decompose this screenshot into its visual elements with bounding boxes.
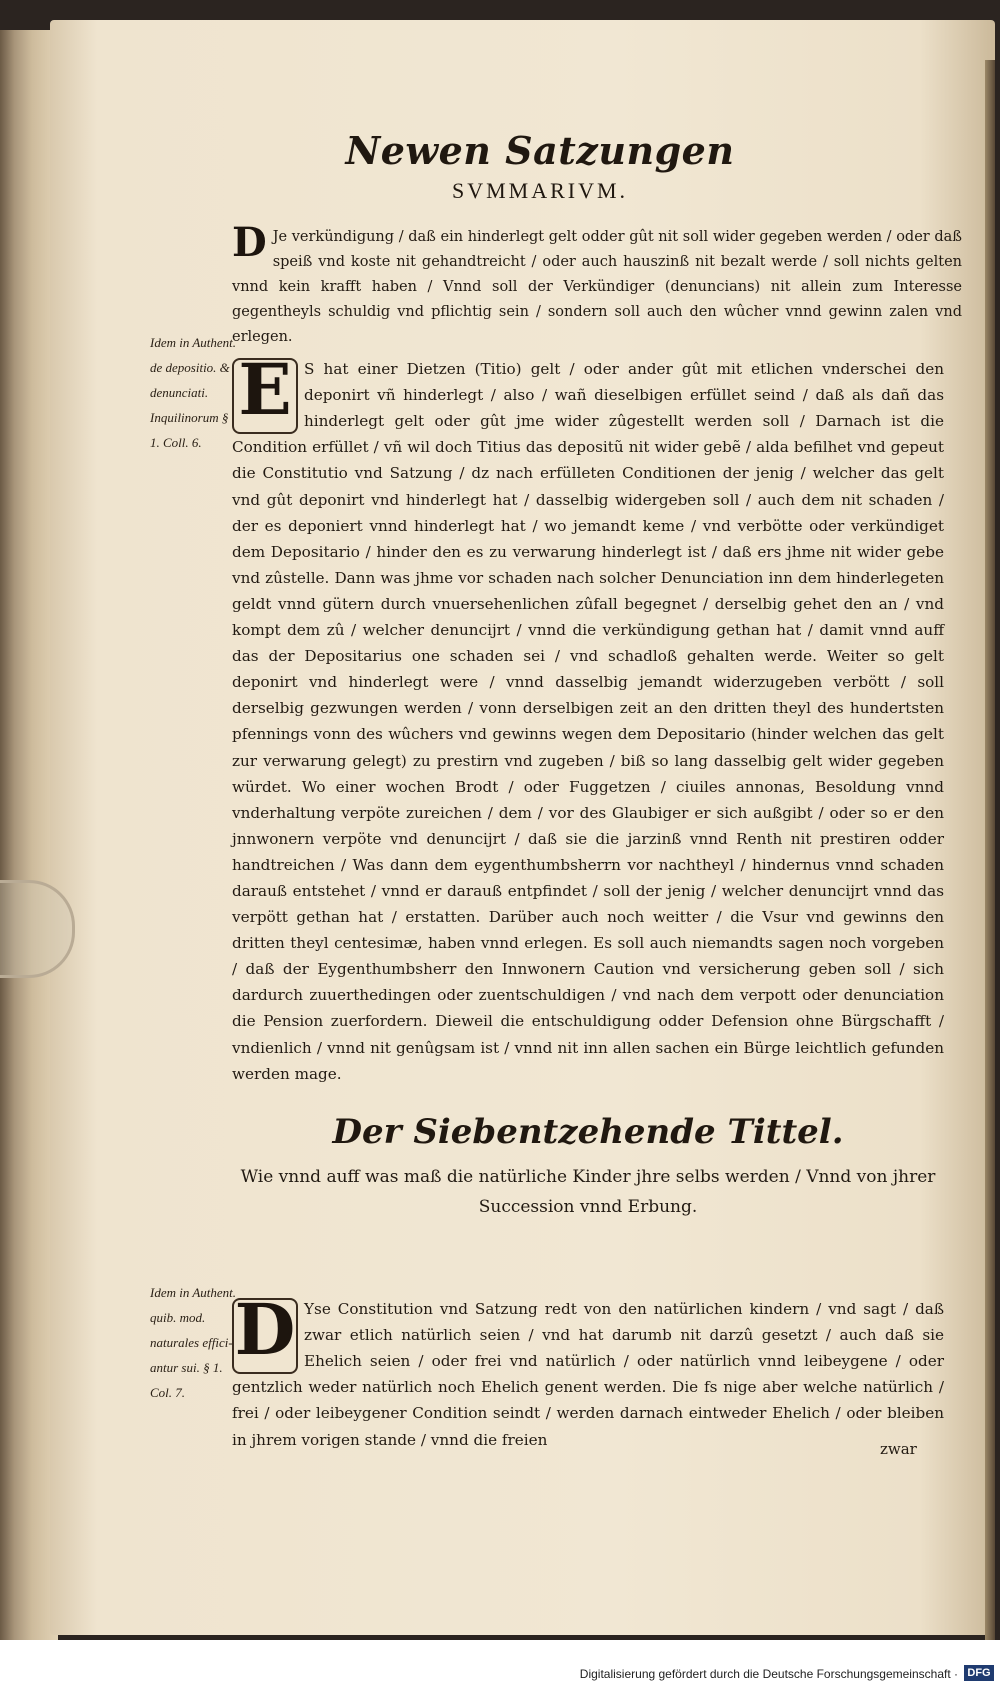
decorated-initial-d: D — [232, 1298, 298, 1374]
summarium-heading: SVMMARIVM. — [451, 178, 629, 203]
summary-initial: D — [232, 219, 267, 266]
decorated-initial-e: E — [232, 358, 298, 434]
chapter-subtitle: Wie vnnd auff was maß die natürliche Kinder jhre selbs werden / Vnnd von jhrer Succession vnnd Erbung. — [240, 1167, 936, 1217]
dfg-logo: DFG — [964, 1665, 994, 1681]
body-text-2: Yse Constitution vnd Satzung redt von den natürlichen kindern / vnd sagt / daß zwar etlich natürlich seien / vnd hat darumb nit darzû gesetzt / auch daß sie Ehelich seien / oder frei vnd natürlich / oder natürlich vnnd leibeygene / oder gentzlich weder natürlich noch Ehelich genent werden. Die fs nige aber welche natürlich / frei / oder leibeygener Condition seindt / werden darnach eintweder Ehelich / oder bleiben in jhrem vorigen stande / vnnd die freien — [232, 1300, 944, 1449]
margin-note-2: Idem in Authent. quib. mod. naturales effici- antur sui. § 1. Col. 7. — [150, 1285, 237, 1400]
catchword: zwar — [880, 1440, 917, 1458]
page-header-title: Newen Satzungen — [345, 128, 735, 173]
margin-note-1: Idem in Authent. de depositio. & denunciati. Inquilinorum § 1. Coll. 6. — [150, 335, 237, 450]
footer-credit: Digitalisierung gefördert durch die Deutsche Forschungsgemeinschaft · — [579, 1667, 958, 1681]
summary-text: Je verkündigung / daß ein hinderlegt gelt odder gût nit soll wider gegeben werden / oder daß speiß vnd koste nit gehandtreicht / oder auch hauszinß nit bezalt werde / soll nichts gelten vnnd kein krafft haben / Vnnd soll der Verkündiger (denuncians) nit allein zum Interesse gegentheyls schuldig vnd pflichtig sein / sondern soll auch den wûcher vnnd gewinn zalen vnd erlegen. — [232, 229, 962, 345]
page-fore-edge — [985, 60, 995, 1645]
body-text-1: S hat einer Dietzen (Titio) gelt / oder ander gût mit etlichen vnderschei den deponirt vñ hinderlegt / also / wañ dieselbigen erfüllet seind / daß als dañ das hinderlegt gelt oder gût jme wider zûgestellt werden soll / Darnach ist die Condition erfüllet / vñ wil doch Titius das depositũ nit wider gebẽ / alda befilhet vnd gepeut die Constitutio vnd Satzung / dz nach erfülleten Conditionen der jenig / welcher das gelt vnd gût deponirt vnd hinderlegt hat / dasselbig widergeben soll / auch dem nit schaden / der es deponiert vnnd hinderlegt hat / wo jemandt keme / vnd verbötte oder verkündiget dem Depositario / hinder den es zu verwarung hinderlegt ist / daß ers jhme nit wider gebe vnd zûstelle. Dann was jhme vor schaden nach solcher Denunciation inn dem hinderlegeten geldt vnnd gütern durch vnuersehenlichen zûfall begegnet / derselbig gehet den an / vnd kompt dem zû / welcher denuncijrt / vnnd die verkündigung gethan hat / damit vnnd auff das der Depositarius one schaden sei / vnd schadloß gehalten werde. Weiter so gelt deponirt vnd hinderlegt were / vnnd dasselbig jemandt widerzugeben verbött / soll derselbig gezwungen werden / vonn derselbigen zeit an den dritten theyl des hundertsten pfennings vonn des wûchers vnd gewinns wegen dem Depositario (hinder welchen das gelt zur verwarung gelegt) zu prestirn vnd zugeben / biß so lang dasselbig gelt wider gegeben würdet. Wo einer wochen Brodt / oder Fuggetzen / ciuiles annonas, Besoldung vnnd vnderhaltung verpöte zureichen / dem / vor des Glaubiger er sich außgibt / oder so er den jnnwonern verpöte vnd denuncijrt / daß sie die jarzinß vnnd Renth nit prestiren odder handtreichen / Was dann dem eygenthumbsherrn vor nachtheyl / hindernus vnnd schaden darauß entstehet / vnnd er darauß entpfindet / soll der jenig / welcher denuncijrt vnnd das verpött gethan hat / erstatten. Darüber auch noch weitter / die Vsur vnd gewinns den dritten theyl centesimæ, haben vnnd erlegen. Es soll auch niemandts sagen noch vorgeben / daß der Eygenthumbsherr den Innwonern Caution vnd versicherung geben soll / sich dardurch zuuerthedingen oder zuentschuldigen / vnd nach dem verpott oder denunciation die Pension zuerfordern. Dieweil die entschuldigung odder Defension ohne Bürgschafft / vndienlich / vnnd nit genûgsam ist / vnnd nit inn allen sachen ein Bürge leichtlich gefunden werden mage. — [232, 360, 944, 1083]
body-paragraph-2 — [232, 1270, 944, 1453]
summary-paragraph — [232, 200, 962, 350]
body-paragraph-1 — [232, 330, 944, 1087]
chapter-title: Der Siebentzehende Tittel. — [332, 1112, 844, 1152]
